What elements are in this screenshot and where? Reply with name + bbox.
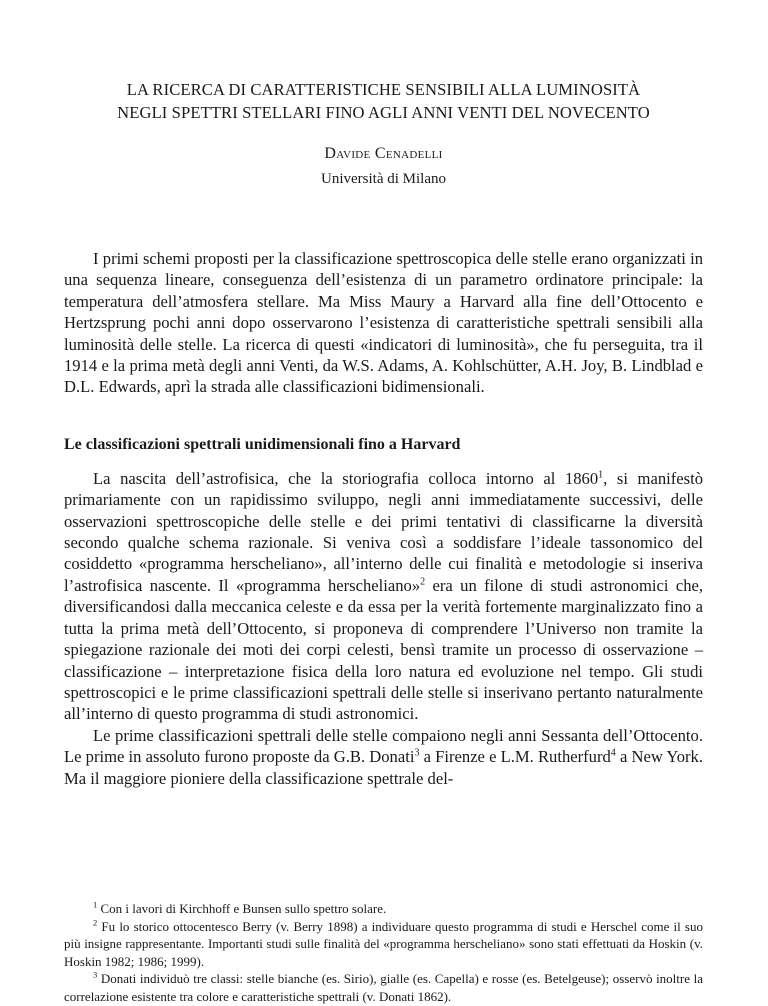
p2-text-c: a New York. Ma il maggiore pioniere della classificazione spettrale del-	[64, 747, 703, 788]
author-affiliation: Università di Milano	[321, 171, 446, 187]
p1-text-b: , si manifestò primariamente con un rapidissimo sviluppo, negli anni immediatamente successivi, delle osservazioni spettroscopiche delle stelle e dei primi tentativi di classificarne la diversità secondo qualche schema razionale. Si veniva così a soddisfare l’ideale tassonomico del cosiddetto «programma herscheliano», all’interno delle cui finalità e metodologie si inseriva l’astrofisica nascente. Il «programma herscheliano»	[64, 468, 703, 595]
title-line-2: NEGLI SPETTRI STELLARI FINO AGLI ANNI VENTI DEL NOVECENTO	[117, 103, 650, 122]
p2-text-a: Le prime classificazioni spettrali delle stelle compaiono negli anni Sessanta dell’Ottocento. Le prime in assoluto furono proposte da G.B. Donati	[64, 725, 703, 767]
footnote	[64, 918, 703, 971]
footnote-number: 2	[93, 917, 98, 928]
article-title	[64, 78, 703, 124]
footnote-number: 1	[93, 899, 98, 910]
p1-text-a: La nascita dell’astrofisica, che la storiografia colloca intorno al 1860	[93, 468, 599, 488]
footnote-number: 3	[93, 970, 98, 981]
title-line-1: LA RICERCA DI CARATTERISTICHE SENSIBILI ALLA LUMINOSITÀ	[126, 80, 641, 99]
section-heading: Le classificazioni spettrali unidimensionali fino a Harvard	[64, 435, 461, 453]
footnote-ref-4[interactable]: 4	[610, 747, 616, 759]
footnote-ref-3[interactable]: 3	[414, 747, 420, 759]
footnote-text: Donati individuò tre classi: stelle bianche (es. Sirio), gialle (es. Capella) e rosse (es. Betelgeuse); osservò inoltre la correlazione esistente tra colore e caratteristiche spettrali (v. Donati 1862).	[64, 971, 703, 1004]
p2-text-b: a Firenze e L.M. Rutherfurd	[419, 747, 611, 767]
footnote-ref-2[interactable]: 2	[420, 576, 426, 588]
p1-text-c: era un filone di studi astronomici che, diversificandosi dalla meccanica celeste e da essa per la verità fortemente marginalizzato fino a tutta la prima metà dell’Ottocento, si proponeva di comprendere l’Universo non tramite la spiegazione razionale dei moti dei corpi celesti, bensì tramite un processo di osservazione – classificazione – interpretazione fisica della loro natura ed evoluzione nel tempo. Gli studi spettroscopici e le prime classificazioni spettrali delle stelle si inserivano pertanto naturalmente all’interno di questo programma di studi astronomici.	[64, 575, 703, 724]
abstract: I primi schemi proposti per la classificazione spettroscopica delle stelle erano organizzati in una sequenza lineare, conseguenza dell’esistenza di un parametro ordinatore principale: la temperatura dell’atmosfera stellare. Ma Miss Maury a Harvard alla fine dell’Ottocento e Hertzsprung pochi anni dopo osservarono l’esistenza di caratteristiche spettrali sensibili alla luminosità delle stelle. La ricerca di questi «indicatori di luminosità», che fu perseguita, tra il 1914 e la prima metà degli anni Venti, da W.S. Adams, A. Kohlschütter, A.H. Joy, B. Lindblad e D.L. Edwards, aprì la strada alle classificazioni bidimensionali.	[64, 249, 703, 397]
footnote-text: Fu lo storico ottocentesco Berry (v. Berry 1898) a individuare questo programma di studi e Herschel come il suo più insigne rappresentante. Importanti studi sulle finalità del «programma herscheliano» sono stati effettuati da Hoskin (v. Hoskin 1982; 1986; 1999).	[64, 918, 703, 969]
footnote	[64, 900, 703, 918]
footnote	[64, 970, 703, 1005]
author-name: Davide Cenadelli	[324, 145, 443, 162]
footnote-ref-1[interactable]: 1	[598, 469, 604, 481]
page-content	[64, 0, 703, 789]
body-paragraph-2	[64, 725, 703, 789]
body-paragraph-1	[64, 468, 703, 725]
footnotes	[64, 900, 703, 1006]
footnote-text: Con i lavori di Kirchhoff e Bunsen sullo spettro solare.	[100, 901, 387, 916]
